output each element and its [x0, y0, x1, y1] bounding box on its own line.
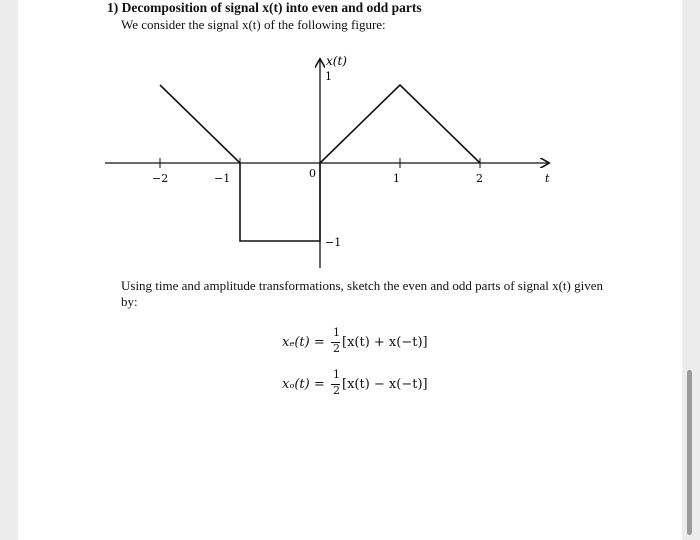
odd-part-rhs: [x(t) − x(−t)]: [342, 377, 428, 392]
x-tick-label-1: 1: [393, 172, 400, 185]
problem-heading: 1) Decomposition of signal x(t) into even and odd parts: [107, 0, 422, 15]
instruction-text-line2: by:: [121, 294, 138, 309]
y-axis-label: x(t): [326, 54, 347, 68]
odd-fraction-denominator: 2: [333, 384, 340, 397]
odd-part-lhs: xₒ(t) =: [282, 377, 325, 392]
vertical-scrollbar[interactable]: [687, 370, 692, 535]
instruction-text-line1: Using time and amplitude transformations, sketch the even and odd parts of signal x(t) given: [121, 278, 603, 293]
intro-text: We consider the signal x(t) of the following figure:: [121, 17, 386, 32]
even-fraction-denominator: 2: [333, 342, 340, 355]
y-tick-label-minus1: −1: [325, 236, 342, 249]
even-part-lhs: xₑ(t) =: [282, 335, 325, 350]
even-part-rhs: [x(t) + x(−t)]: [342, 335, 428, 350]
x-tick-label-minus2: −2: [152, 172, 169, 185]
x-tick-label-2: 2: [476, 172, 483, 185]
odd-fraction-numerator: 1: [333, 368, 340, 381]
x-tick-label-0: 0: [309, 167, 316, 180]
x-tick-label-minus1: −1: [214, 172, 231, 185]
even-fraction-numerator: 1: [333, 326, 340, 339]
x-axis-label: t: [545, 172, 550, 185]
y-tick-label-1: 1: [325, 70, 332, 83]
